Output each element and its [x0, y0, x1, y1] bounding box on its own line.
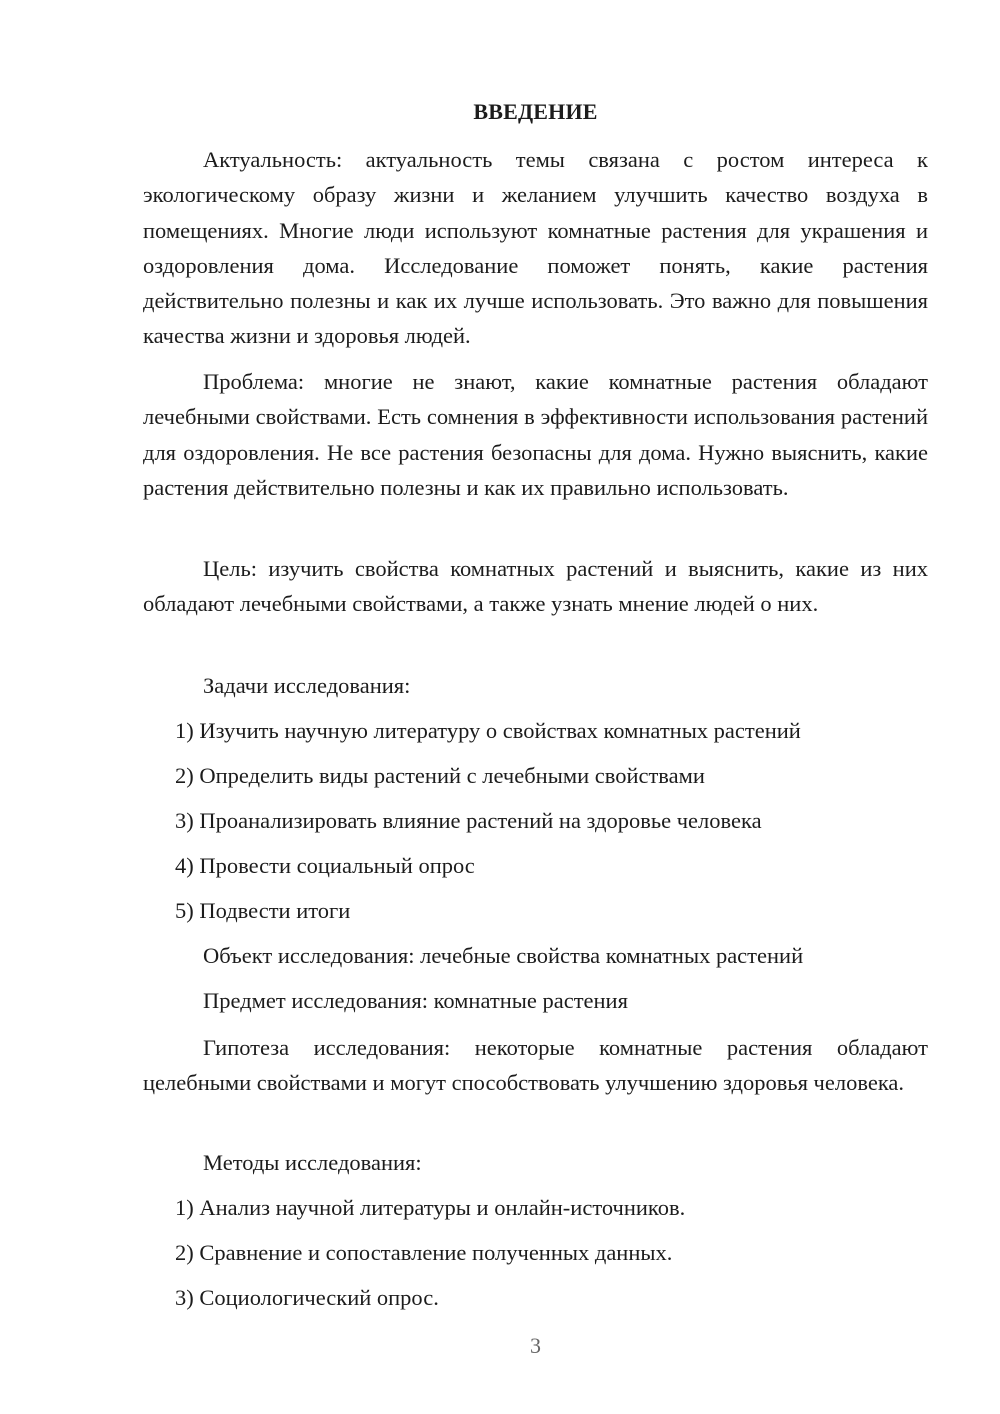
goal-paragraph: Цель: изучить свойства комнатных растений и выяснить, какие из них обладают лечебными свойствами, а также узнать мнение людей о них. — [143, 556, 928, 617]
hypothesis-paragraph: Гипотеза исследования: некоторые комнатные растения обладают целебными свойствами и могут способствовать улучшению здоровья человека. — [143, 1035, 928, 1096]
research-object: Объект исследования: лечебные свойства комнатных растений — [203, 943, 804, 968]
problem-paragraph: Проблема: многие не знают, какие комнатные растения обладают лечебными свойствами. Есть сомнения в эффективности использования растений для оздоровления. Не все растения безопасны для дома. Нужно выяснить, какие растения действительно полезны и как их правильно использовать. — [143, 369, 928, 500]
tasks-heading: Задачи исследования: — [203, 673, 411, 698]
task-item: 4) Провести социальный опрос — [175, 853, 475, 878]
method-item: 2) Сравнение и сопоставление полученных данных. — [175, 1240, 673, 1265]
research-subject: Предмет исследования: комнатные растения — [203, 988, 628, 1013]
method-item: 3) Социологический опрос. — [175, 1285, 439, 1310]
relevance-paragraph: Актуальность: актуальность темы связана с ростом интереса к экологическому образу жизни и желанием улучшить качество воздуха в помещениях. Многие люди используют комнатные растения для украшения и оздоровления дома. Исследование поможет понять, какие растения действительно полезны и как их лучше использовать. Это важно для повышения качества жизни и здоровья людей. — [143, 147, 928, 349]
task-item: 3) Проанализировать влияние растений на здоровье человека — [175, 808, 762, 833]
methods-heading: Методы исследования: — [203, 1150, 422, 1175]
page-number: 3 — [530, 1333, 541, 1358]
task-item: 5) Подвести итоги — [175, 898, 351, 923]
section-title: ВВЕДЕНИЕ — [473, 99, 598, 124]
method-item: 1) Анализ научной литературы и онлайн-источников. — [175, 1195, 686, 1220]
task-item: 2) Определить виды растений с лечебными свойствами — [175, 763, 705, 788]
document-page — [143, 0, 928, 1414]
task-item: 1) Изучить научную литературу о свойствах комнатных растений — [175, 718, 801, 743]
